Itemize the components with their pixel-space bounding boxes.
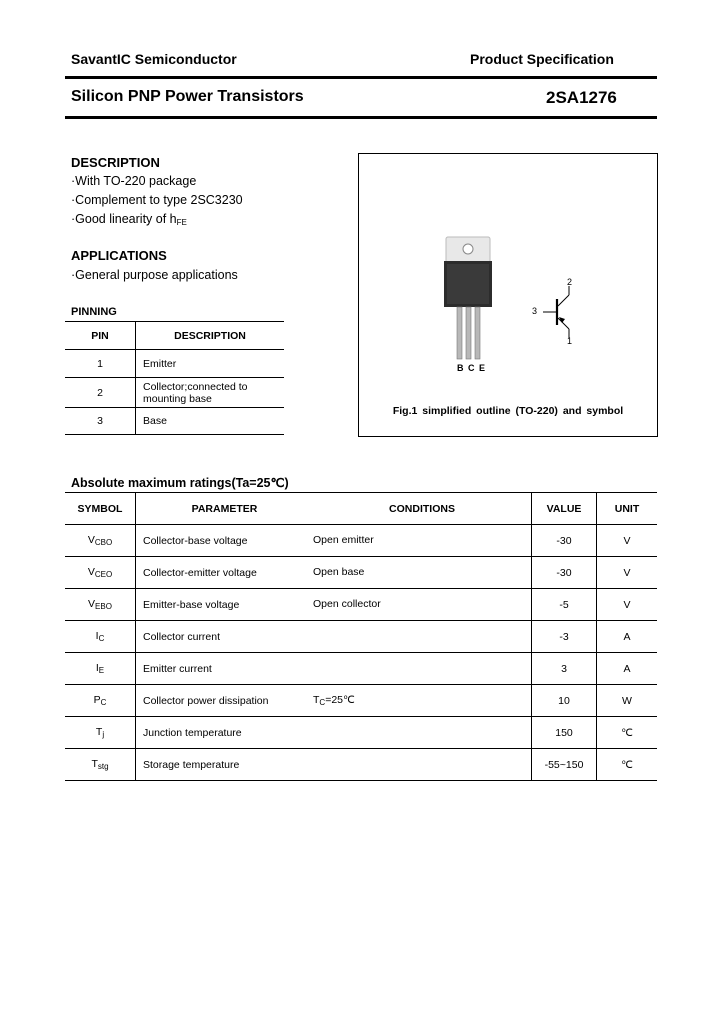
rating-parameter: Storage temperature (136, 749, 314, 781)
rating-condition (313, 749, 532, 781)
rating-condition-text: Open collector (313, 598, 381, 610)
rating-symbol (65, 621, 136, 653)
rating-condition (313, 717, 532, 749)
product-line: Silicon PNP Power Transistors (71, 88, 304, 105)
ratings-header-row (65, 493, 657, 525)
ratings-title: Absolute maximum ratings(Ta=25℃) (71, 476, 289, 490)
rating-value: 10 (532, 685, 597, 717)
rating-condition-tail: =25℃ (325, 694, 355, 706)
pinning-header-pin: PIN (65, 322, 136, 350)
rating-symbol-sub: E (98, 666, 105, 675)
description-item: ·With TO-220 package (71, 174, 197, 188)
rating-symbol-main: V (87, 566, 95, 578)
ratings-body (65, 525, 657, 781)
rating-symbol-main: P (93, 694, 101, 706)
rating-symbol (65, 557, 136, 589)
symbol-pin-collector: 2 (567, 277, 573, 287)
application-item: ·General purpose applications (71, 268, 238, 282)
description-item-text: ·Good linearity of h (71, 212, 177, 226)
rating-condition (313, 525, 532, 557)
description-item-sub: FE (176, 218, 187, 227)
pinning-title: PINNING (71, 306, 117, 318)
pin-description-line1: Collector;connected to (143, 380, 248, 393)
rating-condition-text: Open emitter (313, 534, 374, 546)
rating-symbol (65, 717, 136, 749)
header-rule-bottom (65, 116, 657, 119)
figure-caption: Fig.1 simplified outline (TO-220) and symbol (392, 405, 624, 417)
rating-symbol (65, 749, 136, 781)
ratings-header-symbol: SYMBOL (65, 493, 136, 525)
rating-parameter: Junction temperature (136, 717, 314, 749)
to220-package-image (359, 154, 657, 436)
rating-symbol-sub: C (98, 634, 105, 643)
table-row (65, 408, 284, 435)
rating-value: -30 (532, 557, 597, 589)
symbol-pin-emitter: 1 (567, 336, 573, 346)
lead-labels: B C E (457, 363, 487, 373)
rating-symbol (65, 653, 136, 685)
rating-condition (313, 685, 532, 717)
rating-value: -3 (532, 621, 597, 653)
ratings-header-value: VALUE (532, 493, 597, 525)
doc-type: Product Specification (470, 51, 614, 67)
rating-symbol-main: I (95, 630, 99, 642)
rating-symbol-main: V (87, 534, 95, 546)
rating-symbol-sub: EBO (95, 602, 112, 611)
pin-number: 2 (65, 378, 136, 408)
rating-parameter: Collector power dissipation (136, 685, 314, 717)
rating-parameter: Collector current (136, 621, 314, 653)
applications-title: APPLICATIONS (71, 248, 167, 263)
rating-parameter: Collector-base voltage (136, 525, 314, 557)
table-row (65, 749, 657, 781)
pin-description: Emitter (136, 350, 285, 378)
description-item (71, 212, 187, 227)
rating-unit: V (597, 589, 658, 621)
rating-unit: ℃ (597, 749, 658, 781)
pinning-header-desc: DESCRIPTION (136, 322, 285, 350)
table-row (65, 685, 657, 717)
description-item: ·Complement to type 2SC3230 (71, 193, 243, 207)
table-row (65, 717, 657, 749)
symbol-pin-base: 3 (532, 306, 538, 316)
rating-value: 150 (532, 717, 597, 749)
table-row (65, 621, 657, 653)
rating-condition (313, 557, 532, 589)
rating-condition-sub: C (319, 698, 326, 707)
rating-value: -30 (532, 525, 597, 557)
rating-symbol-main: T (95, 726, 103, 738)
rating-parameter: Emitter current (136, 653, 314, 685)
part-number: 2SA1276 (546, 88, 617, 107)
rating-unit: V (597, 525, 658, 557)
table-row (65, 589, 657, 621)
rating-unit: V (597, 557, 658, 589)
pin-description (136, 378, 285, 408)
ratings-header-conditions: CONDITIONS (313, 493, 532, 525)
ratings-header-parameter: PARAMETER (136, 493, 314, 525)
pin-description: Base (136, 408, 285, 435)
rating-unit: ℃ (597, 717, 658, 749)
table-row (65, 557, 657, 589)
rating-parameter: Collector-emitter voltage (136, 557, 314, 589)
company-name: SavantIC Semiconductor (71, 51, 237, 67)
rating-condition (313, 589, 532, 621)
rating-condition-text: T (313, 694, 320, 706)
rating-value: -55~150 (532, 749, 597, 781)
ratings-header-unit: UNIT (597, 493, 658, 525)
rating-symbol-sub: CBO (94, 538, 113, 547)
table-row (65, 653, 657, 685)
rating-condition (313, 621, 532, 653)
rating-symbol (65, 589, 136, 621)
rating-value: 3 (532, 653, 597, 685)
rating-symbol (65, 685, 136, 717)
pin-description-line2: mounting base (143, 392, 212, 405)
table-row (65, 350, 284, 378)
figure-box (358, 153, 658, 437)
rating-parameter: Emitter-base voltage (136, 589, 314, 621)
pinning-header-row (65, 322, 284, 350)
rating-unit: A (597, 621, 658, 653)
table-row (65, 378, 284, 408)
rating-symbol-main: T (91, 758, 98, 770)
rating-symbol-main: I (95, 662, 99, 674)
rating-symbol-sub: C (100, 698, 107, 707)
rating-condition-text: Open base (313, 566, 365, 578)
rating-unit: W (597, 685, 658, 717)
rating-value: -5 (532, 589, 597, 621)
rating-symbol-sub: CEO (94, 570, 113, 579)
pinning-table (65, 321, 284, 435)
description-title: DESCRIPTION (71, 155, 160, 170)
pin-number: 3 (65, 408, 136, 435)
rating-symbol (65, 525, 136, 557)
header-rule-top (65, 76, 657, 79)
table-row (65, 525, 657, 557)
rating-symbol-sub: j (102, 730, 105, 739)
pin-number: 1 (65, 350, 136, 378)
rating-condition (313, 653, 532, 685)
rating-symbol-main: V (88, 598, 96, 610)
ratings-table (65, 492, 657, 781)
rating-unit: A (597, 653, 658, 685)
rating-symbol-sub: stg (97, 762, 109, 771)
